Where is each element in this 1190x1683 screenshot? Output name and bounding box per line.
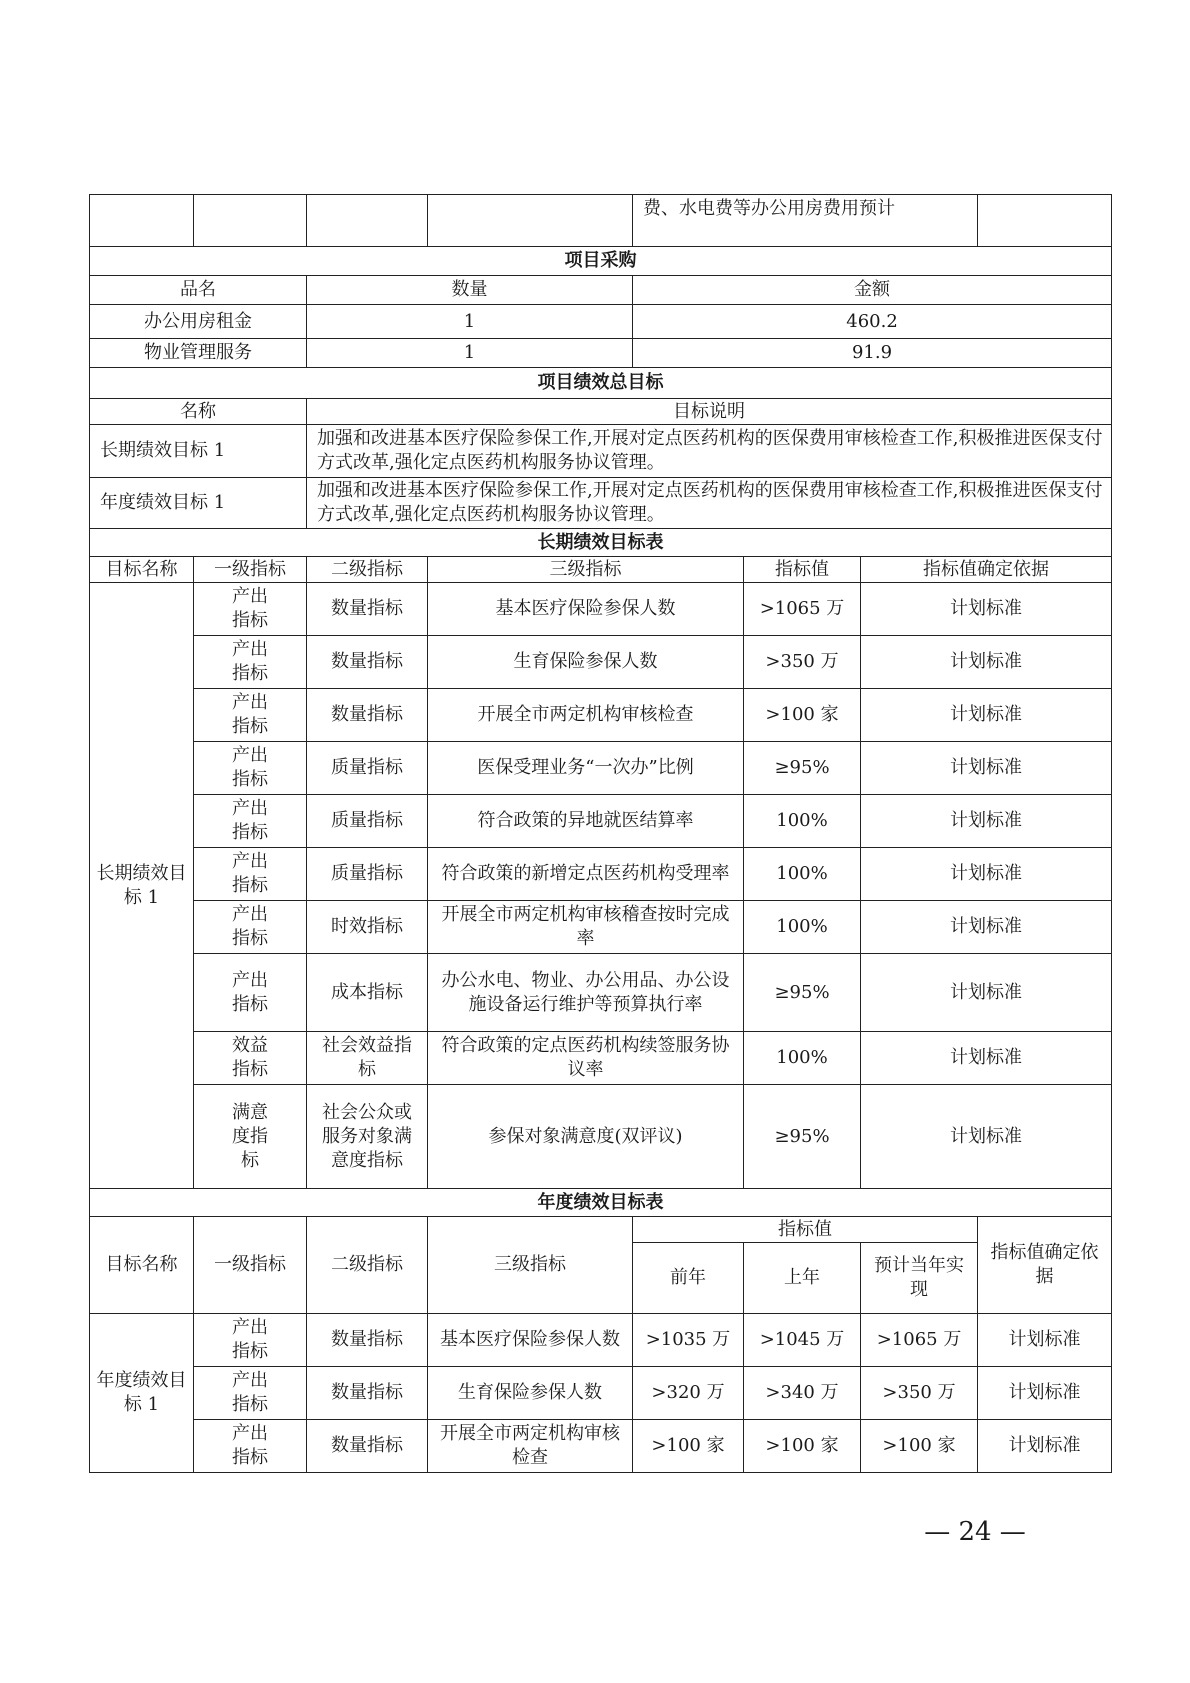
value-current-year: >350 万 — [861, 1367, 978, 1420]
long-term-header-row: 目标名称 一级指标 二级指标 三级指标 指标值 指标值确定依据 — [90, 557, 1112, 583]
level2-indicator: 社会公众或服务对象满意度指标 — [307, 1085, 428, 1189]
procurement-title: 项目采购 — [90, 247, 1112, 276]
level1-indicator: 产出指标 — [194, 901, 307, 954]
annual-goal-name: 年度绩效目标 1 — [90, 1314, 194, 1473]
indicator-basis: 计划标准 — [861, 795, 1112, 848]
level1-indicator: 效益指标 — [194, 1032, 307, 1085]
long-term-row — [90, 636, 1112, 689]
level2-indicator: 数量指标 — [307, 583, 428, 636]
indicator-value: ≥95% — [744, 954, 861, 1032]
level3-indicator: 办公水电、物业、办公用品、办公设施设备运行维护等预算执行率 — [428, 954, 744, 1032]
level2-indicator: 成本指标 — [307, 954, 428, 1032]
header-amount: 金额 — [633, 276, 1112, 305]
level2-indicator: 社会效益指标 — [307, 1032, 428, 1085]
indicator-basis: 计划标准 — [861, 848, 1112, 901]
indicator-value: >100 家 — [744, 689, 861, 742]
total-goals-header-row: 名称 目标说明 — [90, 399, 1112, 425]
long-term-title: 长期绩效目标表 — [90, 529, 1112, 557]
level1-indicator: 产出指标 — [194, 848, 307, 901]
total-goals-title: 项目绩效总目标 — [90, 368, 1112, 399]
indicator-basis: 计划标准 — [978, 1420, 1112, 1473]
indicator-value: ≥95% — [744, 742, 861, 795]
level3-indicator: 生育保险参保人数 — [428, 636, 744, 689]
level1-indicator: 产出指标 — [194, 1367, 307, 1420]
level1-indicator: 产出指标 — [194, 742, 307, 795]
value-current-year: >1065 万 — [861, 1314, 978, 1367]
annual-header-row: 目标名称 一级指标 二级指标 三级指标 指标值 指标值确定依据 — [90, 1217, 1112, 1243]
level2-indicator: 质量指标 — [307, 848, 428, 901]
level3-indicator: 基本医疗保险参保人数 — [428, 1314, 633, 1367]
annual-title: 年度绩效目标表 — [90, 1189, 1112, 1217]
indicator-value: >350 万 — [744, 636, 861, 689]
level1-indicator: 产出指标 — [194, 689, 307, 742]
level1-indicator: 产出指标 — [194, 636, 307, 689]
level3-indicator: 生育保险参保人数 — [428, 1367, 633, 1420]
procurement-header-row — [90, 276, 1112, 305]
indicator-basis: 计划标准 — [861, 954, 1112, 1032]
level1-indicator: 产出指标 — [194, 1314, 307, 1367]
level1-indicator: 产出指标 — [194, 583, 307, 636]
indicator-value: 100% — [744, 1032, 861, 1085]
indicator-basis: 计划标准 — [861, 901, 1112, 954]
indicator-basis: 计划标准 — [978, 1367, 1112, 1420]
level1-indicator: 产出指标 — [194, 954, 307, 1032]
level3-indicator: 医保受理业务“一次办”比例 — [428, 742, 744, 795]
level2-indicator: 数量指标 — [307, 1367, 428, 1420]
long-term-row — [90, 901, 1112, 954]
level3-indicator: 参保对象满意度(双评议) — [428, 1085, 744, 1189]
page-number: — 24 — — [924, 1517, 1026, 1547]
level3-indicator: 开展全市两定机构审核稽查按时完成率 — [428, 901, 744, 954]
long-term-row — [90, 1085, 1112, 1189]
level2-indicator: 质量指标 — [307, 795, 428, 848]
indicator-basis: 计划标准 — [861, 583, 1112, 636]
continuation-text: 费、水电费等办公用房费用预计 — [633, 195, 978, 247]
long-term-row — [90, 742, 1112, 795]
level2-indicator: 数量指标 — [307, 689, 428, 742]
long-term-row — [90, 583, 1112, 636]
level3-indicator: 符合政策的新增定点医药机构受理率 — [428, 848, 744, 901]
level3-indicator: 符合政策的定点医药机构续签服务协议率 — [428, 1032, 744, 1085]
total-goals-row: 年度绩效目标 1 加强和改进基本医疗保险参保工作,开展对定点医药机构的医保费用审核检查工作,积极推进医保支付方式改革,强化定点医药机构服务协议管理。 — [90, 478, 1112, 529]
indicator-basis: 计划标准 — [861, 1032, 1112, 1085]
value-prev-prev-year: >1035 万 — [633, 1314, 744, 1367]
annual-row — [90, 1314, 1112, 1367]
annual-body — [90, 1314, 1112, 1473]
value-current-year: >100 家 — [861, 1420, 978, 1473]
level1-indicator: 产出指标 — [194, 1420, 307, 1473]
indicator-basis: 计划标准 — [978, 1314, 1112, 1367]
level1-indicator: 满意度指标 — [194, 1085, 307, 1189]
indicator-value: 100% — [744, 795, 861, 848]
long-term-row — [90, 689, 1112, 742]
level2-indicator: 质量指标 — [307, 742, 428, 795]
level3-indicator: 开展全市两定机构审核检查 — [428, 1420, 633, 1473]
continuation-row — [90, 195, 1112, 247]
indicator-basis: 计划标准 — [861, 689, 1112, 742]
long-term-row — [90, 848, 1112, 901]
annual-subheader-row: 前年 上年 预计当年实现 — [90, 1243, 1112, 1314]
procurement-row: 物业管理服务 1 91.9 — [90, 339, 1112, 368]
total-goals-row: 长期绩效目标 1 加强和改进基本医疗保险参保工作,开展对定点医药机构的医保费用审核检查工作,积极推进医保支付方式改革,强化定点医药机构服务协议管理。 — [90, 425, 1112, 478]
header-item-name: 品名 — [90, 276, 307, 305]
long-term-body — [90, 583, 1112, 1189]
value-last-year: >1045 万 — [744, 1314, 861, 1367]
level1-indicator: 产出指标 — [194, 795, 307, 848]
value-last-year: >340 万 — [744, 1367, 861, 1420]
value-prev-prev-year: >320 万 — [633, 1367, 744, 1420]
long-term-goal-name: 长期绩效目标 1 — [90, 583, 194, 1189]
level2-indicator: 数量指标 — [307, 1314, 428, 1367]
level3-indicator: 开展全市两定机构审核检查 — [428, 689, 744, 742]
annual-row — [90, 1367, 1112, 1420]
procurement-row: 办公用房租金 1 460.2 — [90, 305, 1112, 339]
indicator-basis: 计划标准 — [861, 1085, 1112, 1189]
indicator-value: 100% — [744, 901, 861, 954]
value-prev-prev-year: >100 家 — [633, 1420, 744, 1473]
level3-indicator: 符合政策的异地就医结算率 — [428, 795, 744, 848]
long-term-row — [90, 954, 1112, 1032]
value-last-year: >100 家 — [744, 1420, 861, 1473]
header-quantity: 数量 — [307, 276, 633, 305]
level2-indicator: 数量指标 — [307, 1420, 428, 1473]
indicator-basis: 计划标准 — [861, 636, 1112, 689]
indicator-value: >1065 万 — [744, 583, 861, 636]
budget-table — [89, 194, 1112, 1473]
annual-row — [90, 1420, 1112, 1473]
level2-indicator: 时效指标 — [307, 901, 428, 954]
indicator-basis: 计划标准 — [861, 742, 1112, 795]
indicator-value: 100% — [744, 848, 861, 901]
indicator-value: ≥95% — [744, 1085, 861, 1189]
level2-indicator: 数量指标 — [307, 636, 428, 689]
long-term-row — [90, 1032, 1112, 1085]
long-term-row — [90, 795, 1112, 848]
level3-indicator: 基本医疗保险参保人数 — [428, 583, 744, 636]
